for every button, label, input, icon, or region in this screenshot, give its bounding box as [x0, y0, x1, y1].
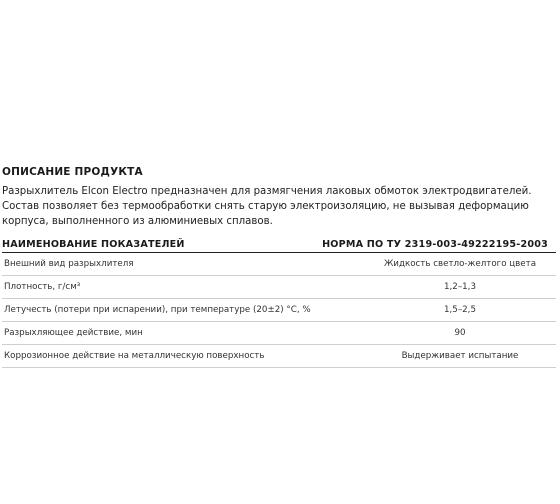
row-label: Летучесть (потери при испарении), при температуре (20±2) °С, %: [4, 305, 311, 315]
section-title: ОПИСАНИЕ ПРОДУКТА: [2, 166, 143, 178]
row-value: Жидкость светло-желтого цвета: [383, 259, 537, 269]
header-norm: НОРМА ПО ТУ 2319-003-49222195-2003: [322, 238, 548, 250]
product-description: Разрыхлитель Elcon Electro предназначен для размягчения лаковых обмоток электродвигателей. Состав позволяет без термообработки снять старую электроизоляцию, не вызывая деформацию корпуса, выполненного из алюминиевых сплавов.: [2, 186, 532, 227]
table-header: [2, 236, 556, 253]
table-row: [2, 322, 556, 345]
row-label: Коррозионное действие на металлическую поверхность: [4, 351, 265, 361]
row-label: Разрыхляющее действие, мин: [4, 328, 143, 338]
table-row: [2, 253, 556, 276]
row-value: 1,2–1,3: [444, 282, 476, 292]
row-value: 90: [454, 328, 466, 338]
row-value: 1,5–2,5: [444, 305, 476, 315]
table-row: [2, 276, 556, 299]
row-label: Плотность, г/см³: [4, 282, 81, 292]
specs-table: [2, 236, 556, 368]
table-row: [2, 299, 556, 322]
row-value: Выдерживает испытание: [401, 351, 519, 361]
table-row: [2, 345, 556, 368]
row-label: Внешний вид разрыхлителя: [4, 259, 134, 269]
header-indicator: НАИМЕНОВАНИЕ ПОКАЗАТЕЛЕЙ: [2, 238, 185, 250]
